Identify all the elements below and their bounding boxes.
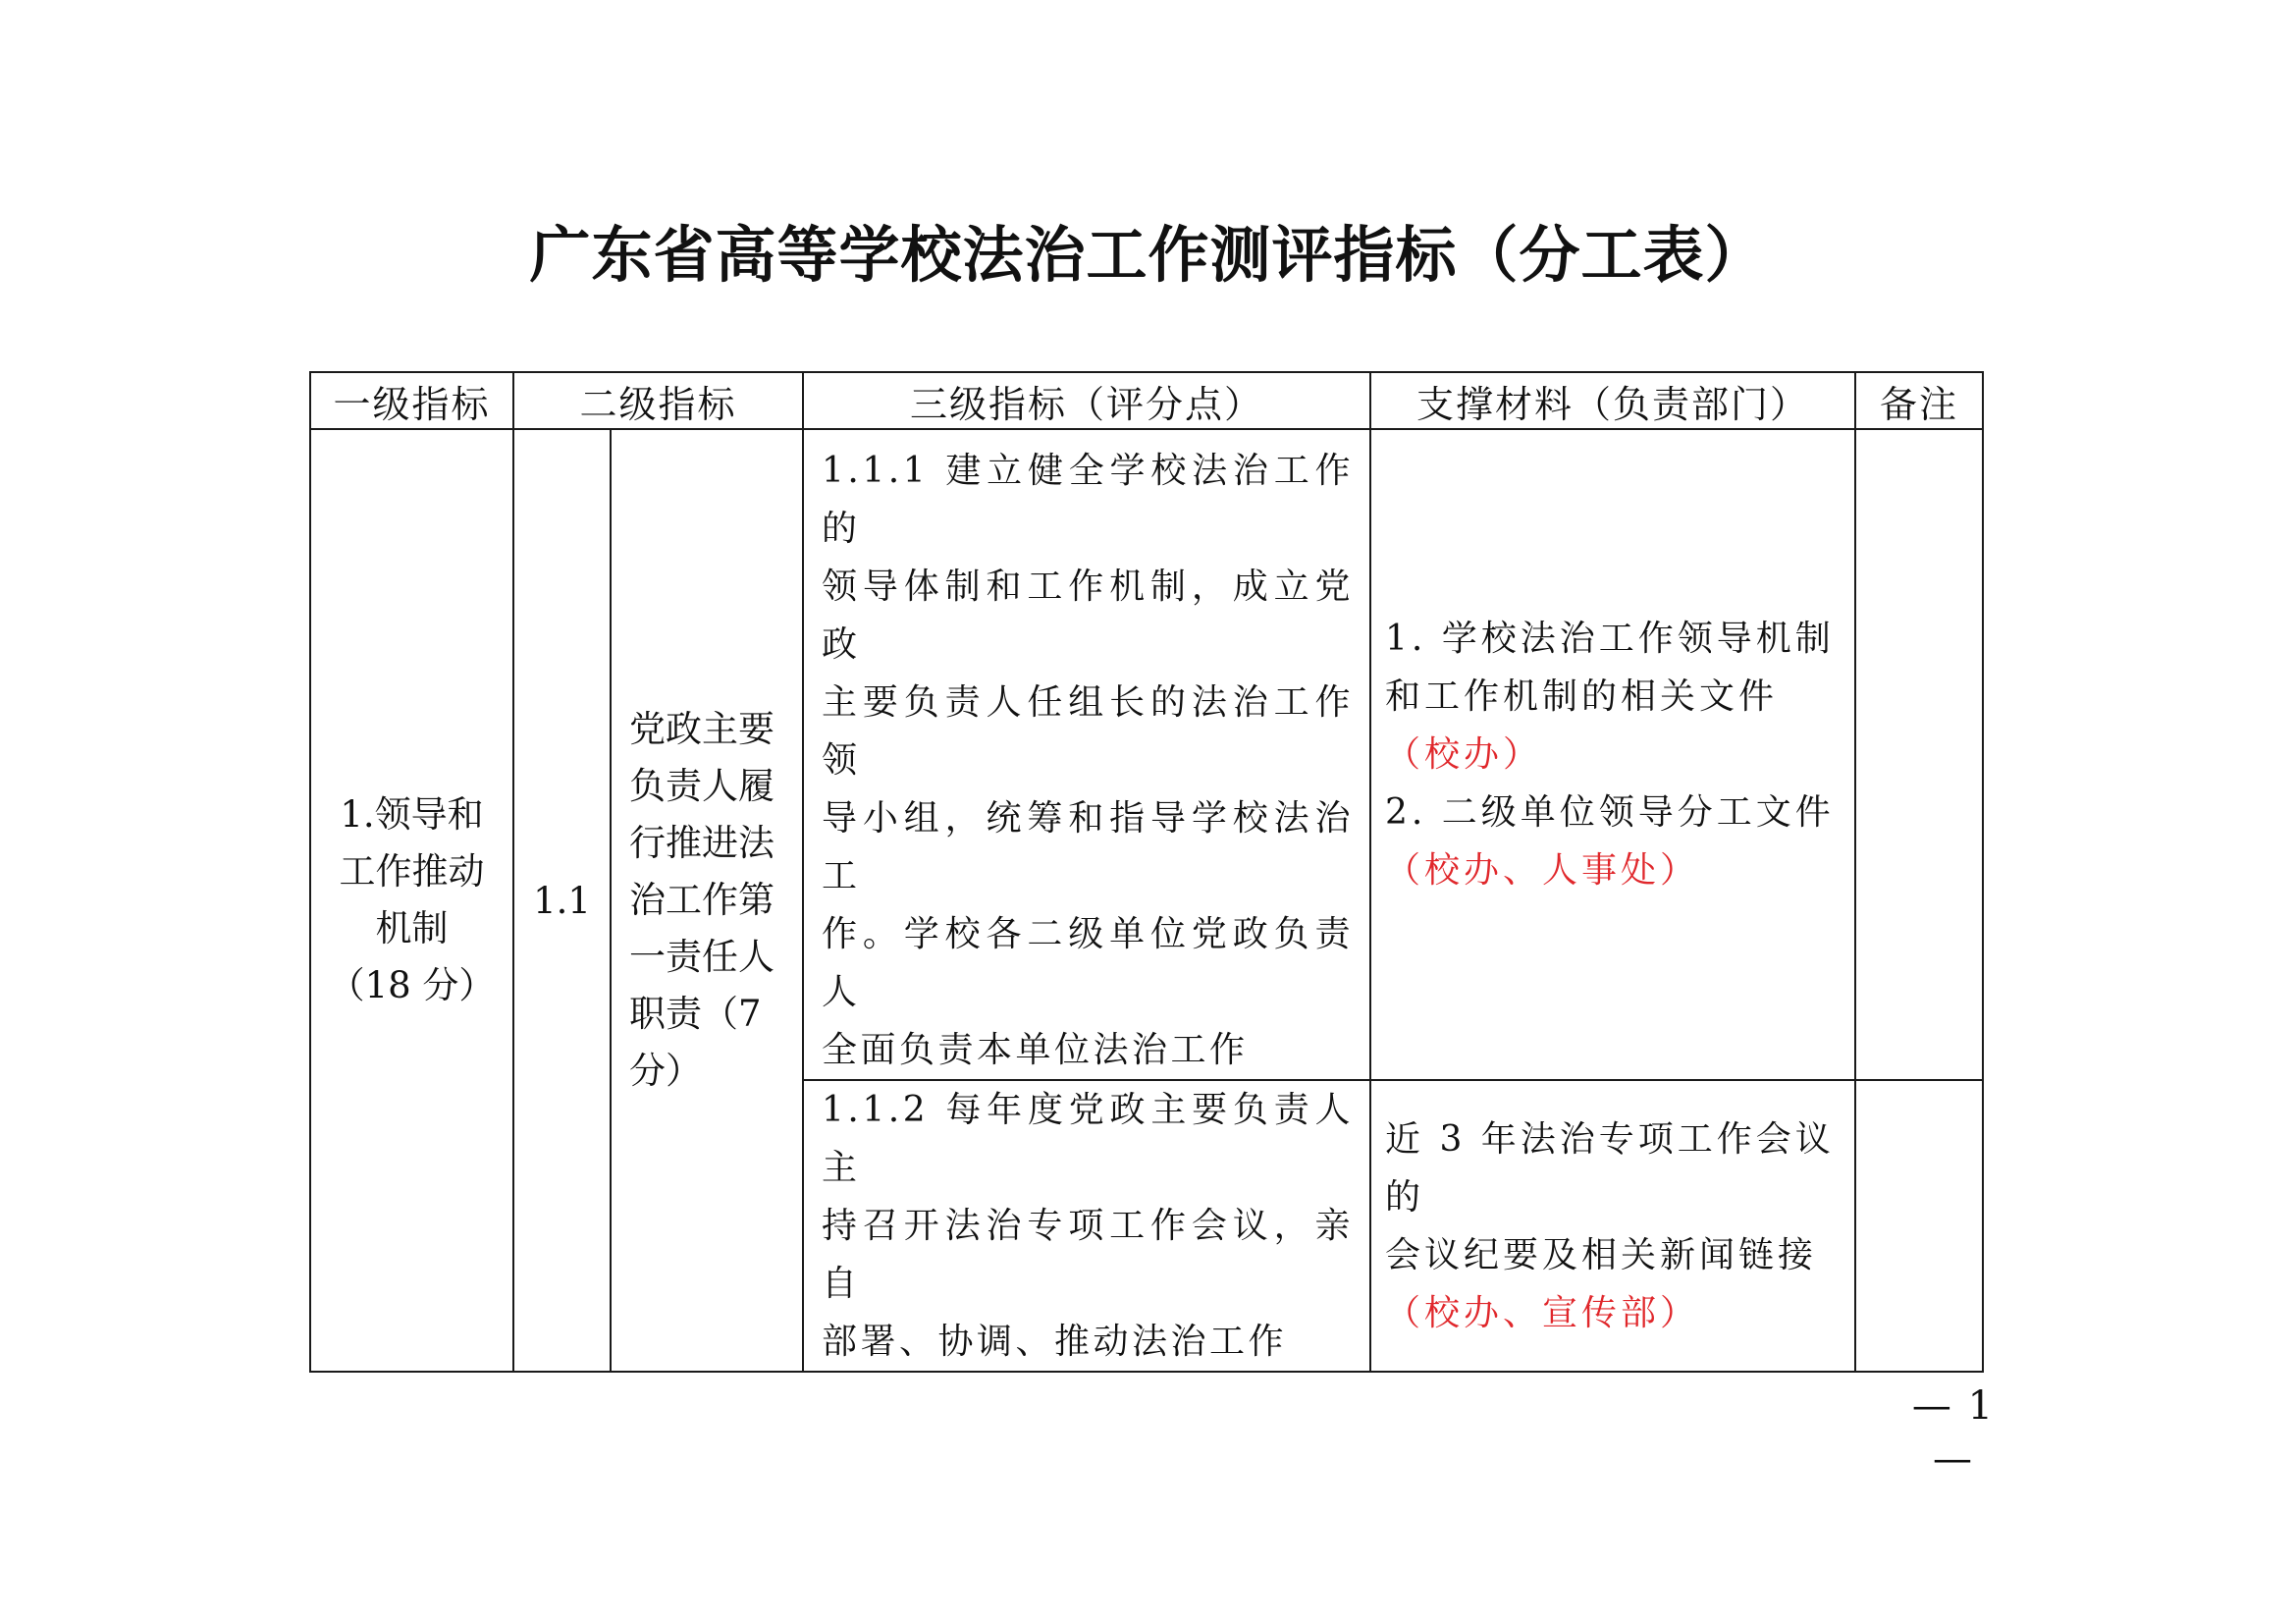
responsible-dept-label: （校办、宣传部） [1385,1292,1700,1333]
level2-line: 分） [629,1050,702,1092]
header-level1: 一级指标 [310,372,513,429]
level3-point-cell [803,1080,1370,1372]
support-line: 2. 二级单位领导分工文件 [1385,792,1835,833]
level2-line: 治工作第 [629,879,774,921]
level3-line: 持召开法治专项工作会议，亲自 [822,1206,1355,1304]
level2-code-cell: 1.1 [513,429,611,1372]
remarks-cell [1855,1080,1983,1372]
level2-indicator-cell [611,429,803,1372]
header-support: 支撑材料（负责部门） [1370,372,1855,429]
responsible-dept-label: （校办） [1385,734,1543,775]
level1-line: 1.领导和 [340,793,484,836]
level3-line: 主要负责人任组长的法治工作领 [822,682,1355,781]
page-title: 广东省高等学校法治工作测评指标（分工表） [529,219,1767,291]
level3-point-cell [803,429,1370,1080]
support-material-cell [1370,1080,1855,1372]
table-row [310,429,1983,1080]
evaluation-table [309,371,1984,1373]
level2-line: 行推进法 [629,822,774,864]
level1-indicator-cell [310,429,513,1372]
support-line: 和工作机制的相关文件 [1385,677,1779,717]
level3-line: 导小组，统筹和指导学校法治工 [822,798,1355,896]
level3-line: 1.1.2 每年度党政主要负责人主 [822,1090,1355,1188]
support-material-cell [1370,429,1855,1080]
level3-line: 领导体制和工作机制，成立党政 [822,567,1355,665]
level1-line: 工作推动 [339,850,485,893]
level3-line: 1.1.1 建立健全学校法治工作的 [822,451,1355,549]
level2-line: 负责人履 [629,765,774,807]
remarks-cell [1855,429,1983,1080]
level2-line: 职责（7 [629,993,762,1035]
header-level2: 二级指标 [513,372,803,429]
level2-line: 一责任人 [629,936,774,978]
level3-line: 作。学校各二级单位党政负责人 [822,914,1355,1012]
header-level3: 三级指标（评分点） [803,372,1370,429]
level2-line: 党政主要 [629,708,774,750]
support-line: 会议纪要及相关新闻链接 [1385,1234,1818,1275]
support-line: 1. 学校法治工作领导机制 [1385,619,1835,659]
responsible-dept-label: （校办、人事处） [1385,850,1700,891]
page-number: — 1 — [1911,1383,1996,1482]
level1-line: （18 分） [328,964,496,1006]
support-line: 近 3 年法治专项工作会议的 [1385,1118,1835,1218]
table-header-row [310,372,1983,429]
level3-line: 部署、协调、推动法治工作 [822,1322,1288,1362]
level1-line: 机制 [375,907,449,949]
level3-line: 全面负责本单位法治工作 [822,1030,1249,1070]
header-remarks: 备注 [1855,372,1983,429]
